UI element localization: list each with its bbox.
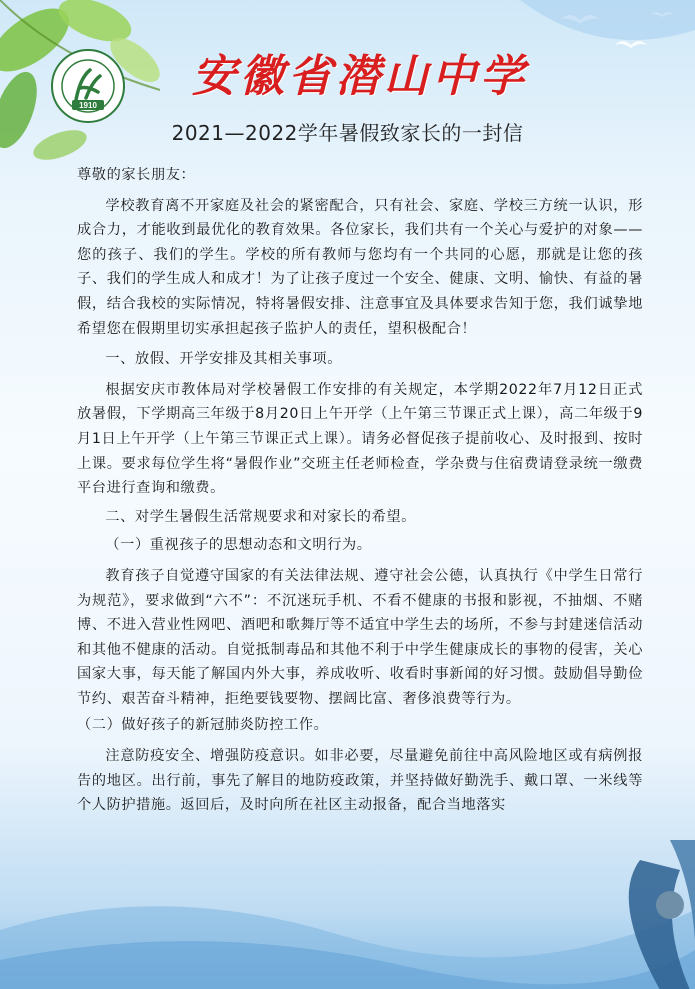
subsection1-paragraph: 教育孩子自觉遵守国家的有关法律法规、遵守社会公德，认真执行《中学生日常行为规范》，要求做到“六不”：不沉迷玩手机、不看不健康的书报和影视，不抽烟、不赌博、不进入营业性网吧、酒吧和歌舞厅等不适宜中学生去的场所，不参与封建迷信活动和其他不健康的活动。自觉抵制毒品和其他不利于中学生健康成长的事物的侵害，关心国家大事，每天能了解国内外大事，养成收听、收看时事新闻的好习惯。鼓励倡导勤俭节约、艰苦奋斗精神，拒绝要钱要物、摆阔比富、奢侈浪费等行为。 bbox=[77, 567, 643, 707]
school-name: 安徽省潜山中学 bbox=[192, 51, 528, 102]
section1-paragraph: 根据安庆市教体局对学校暑假工作安排的有关规定，本学期2022年7月12日正式放暑假，下学期高三年级于8月20日上午开学（上午第三节课正式上课），高二年级于9月1日上午开学（上午第三节课正式上课）。请务必督促孩子提前收心、及时报到、按时上课。要求每位学生将“暑假作业”交班主任老师检查，学杂费与住宿费请登录统一缴费平台进行查询和缴费。 bbox=[77, 381, 643, 497]
school-logo bbox=[50, 48, 126, 124]
birds-decoration bbox=[560, 12, 674, 48]
letter-title: 2021—2022学年暑假致家长的一封信 bbox=[171, 121, 524, 145]
section1-heading: 一、放假、开学安排及其相关事项。 bbox=[105, 351, 342, 368]
section2-heading: 二、对学生暑假生活常规要求和对家长的希望。 bbox=[105, 508, 416, 525]
letter-body bbox=[77, 163, 643, 818]
monument-decoration bbox=[629, 840, 695, 989]
intro-paragraph: 学校教育离不开家庭及社会的紧密配合，只有社会、家庭、学校三方统一认识，形成合力，才能收到最优化的教育效果。各位家长，我们共有一个关心与爱护的对象——您的孩子、我们的学生。学校的所有教师与您均有一个共同的心愿，那就是让您的孩子、我们的学生成人和成才！为了让孩子度过一个安全、健康、文明、愉快、有益的暑假，结合我校的实际情况，特将暑假安排、注意事宜及具体要求告知于您，我们诚挚地希望您在假期里切实承担起孩子监护人的责任，望积极配合！ bbox=[77, 197, 643, 337]
salutation: 尊敬的家长朋友： bbox=[77, 167, 196, 183]
subsection1-heading: （一）重视孩子的思想动态和文明行为。 bbox=[105, 537, 372, 554]
logo-year: 1910 bbox=[79, 101, 97, 110]
subsection2-paragraph: 注意防疫安全、增强防疫意识。如非必要，尽量避免前往中高风险地区或有病例报告的地区。出行前，事先了解目的地防疫政策，并坚持做好勤洗手、戴口罩、一米线等个人防护措施。返回后，及时向所在社区主动报备，配合当地落实 bbox=[77, 748, 643, 814]
subsection2-heading: （二）做好孩子的新冠肺炎防控工作。 bbox=[77, 717, 329, 734]
